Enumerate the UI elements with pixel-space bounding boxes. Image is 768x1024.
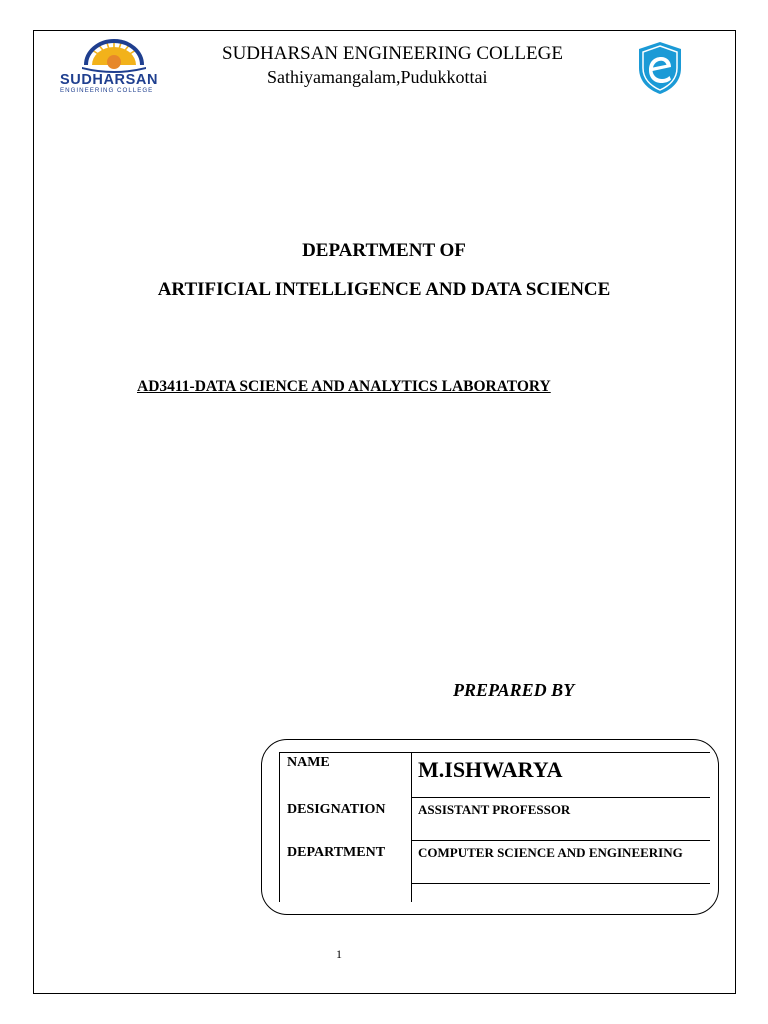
department-value: COMPUTER SCIENCE AND ENGINEERING [412, 841, 711, 884]
logo-brand-text: SUDHARSAN [60, 72, 159, 88]
department-name: ARTIFICIAL INTELLIGENCE AND DATA SCIENCE [157, 279, 611, 300]
name-value-cell [412, 753, 711, 798]
empty-value-cell [412, 884, 711, 902]
shield-e-icon [635, 40, 685, 96]
course-title: AD3411-DATA SCIENCE AND ANALYTICS LABORATORY [137, 378, 551, 395]
department-heading: DEPARTMENT OF [302, 240, 466, 261]
name-label: NAME [280, 753, 412, 798]
college-logo [56, 38, 172, 94]
college-location: Sathiyamangalam,Pudukkottai [267, 67, 488, 87]
page-number: 1 [336, 947, 342, 961]
department-label: DEPARTMENT [280, 841, 412, 884]
shield-logo [635, 40, 685, 96]
table-row [280, 798, 711, 841]
prepared-by-heading: PREPARED BY [453, 680, 575, 700]
designation-value: ASSISTANT PROFESSOR [412, 798, 711, 841]
name-value: M.ISHWARYA [418, 757, 563, 782]
designation-label: DESIGNATION [280, 798, 412, 841]
table-row [280, 884, 711, 902]
logo-tagline-text: ENGINEERING COLLEGE [60, 87, 154, 94]
empty-label-cell [280, 884, 412, 902]
college-name: SUDHARSAN ENGINEERING COLLEGE [222, 43, 563, 64]
table-row [280, 841, 711, 884]
prepared-by-table [279, 752, 710, 902]
table-row [280, 753, 711, 798]
